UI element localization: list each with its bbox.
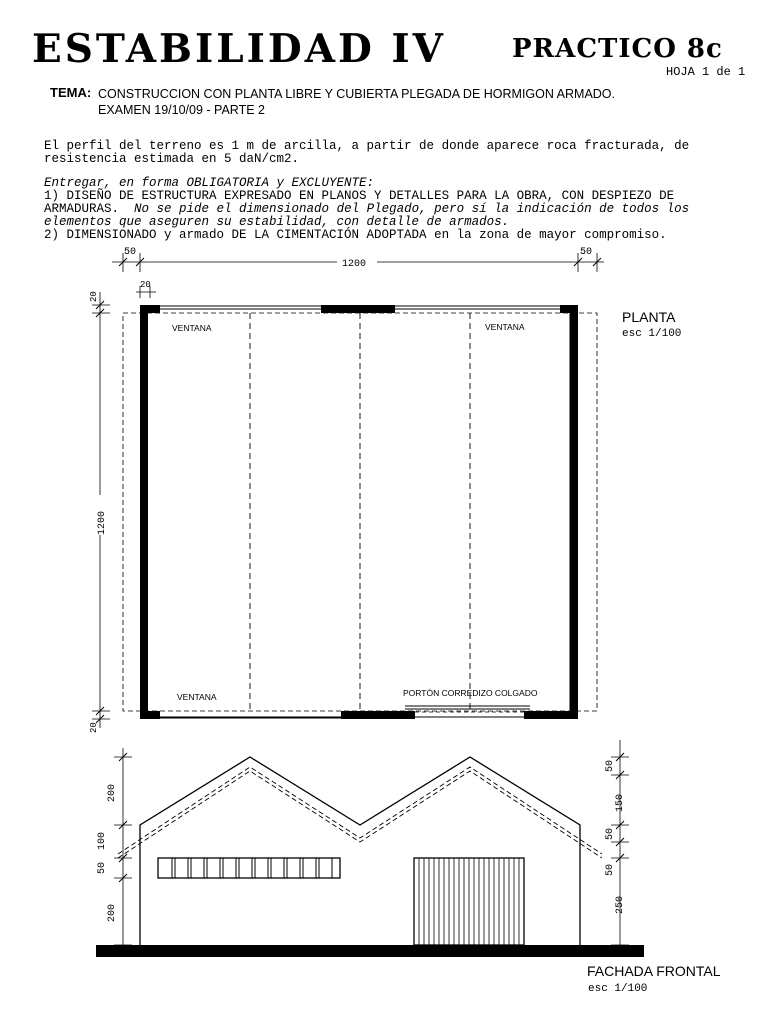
elevation-scale: esc 1/100 (588, 983, 648, 995)
elev-dim-right-1: 50 (605, 759, 616, 772)
plan-scale: esc 1/100 (622, 328, 682, 340)
plan-dim-top-mid: 1200 (342, 259, 367, 270)
elevation-drawing (96, 740, 644, 957)
elev-dim-right-2: 150 (615, 793, 626, 812)
elev-dim-left-2: 100 (97, 831, 108, 850)
soil-line-2: resistencia estimada en 5 daN/cm2. (44, 152, 300, 166)
gate-boards (419, 858, 519, 945)
elevation-title: FACHADA FRONTAL (587, 963, 721, 979)
window-strip-mullions (172, 858, 332, 878)
plan-dim-left-bottom: 20 (89, 722, 99, 733)
deliver-heading: Entregar, en forma OBLIGATORIA y EXCLUYENTE: (44, 176, 375, 190)
topic-line-1: CONSTRUCCION CON PLANTA LIBRE Y CUBIERTA PLEGADA DE HORMIGON ARMADO. (98, 87, 616, 101)
elev-dim-left-4: 200 (107, 903, 118, 922)
item-1-line-2b: No se pide el dimensionado del Plegado, pero sí la indicación de todos los (134, 202, 690, 216)
plan-window-top-left: VENTANA (172, 323, 212, 333)
item-1-line-3: elementos que aseguren su estabilidad, con detalle de armados. (44, 215, 510, 229)
item-1-line-1: 1) DISEÑO DE ESTRUCTURA EXPRESADO EN PLANOS Y DETALLES PARA LA OBRA, CON DESPIEZO DE (44, 189, 675, 203)
plan-gate-label: PORTÓN CORREDIZO COLGADO (403, 688, 538, 698)
plan-window-top-right: VENTANA (485, 322, 525, 332)
elev-dim-right-4: 50 (605, 863, 616, 876)
plan-dim-top-left: 50 (124, 247, 137, 258)
elev-dim-left-3: 50 (97, 861, 108, 874)
plan-window-bottom-left: VENTANA (177, 692, 217, 702)
plan-title: PLANTA (622, 309, 676, 325)
elev-dim-left-1: 200 (107, 783, 118, 802)
item-2: 2) DIMENSIONADO y armado DE LA CIMENTACIÓN ADOPTADA en la zona de mayor compromiso. (44, 228, 667, 242)
elev-dim-right-3: 50 (605, 827, 616, 840)
item-1-line-2a: ARMADURAS. (44, 202, 120, 216)
topic-label: TEMA: (50, 85, 92, 100)
sheet-number: HOJA 1 de 1 (666, 65, 746, 79)
practice-title: PRACTICO 8c (512, 34, 723, 64)
course-title: ESTABILIDAD IV (32, 26, 446, 72)
plan-drawing (92, 253, 604, 728)
topic-line-2: EXAMEN 19/10/09 - PARTE 2 (98, 103, 265, 117)
plan-dim-wall: 20 (140, 280, 151, 290)
plan-dim-top-right: 50 (580, 247, 593, 258)
plan-dim-left-top: 20 (89, 291, 99, 302)
plan-dim-left-mid: 1200 (97, 510, 108, 535)
soil-line-1: El perfil del terreno es 1 m de arcilla, a partir de donde aparece roca fracturada, de (44, 139, 690, 153)
elev-dim-right-5: 250 (615, 895, 626, 914)
